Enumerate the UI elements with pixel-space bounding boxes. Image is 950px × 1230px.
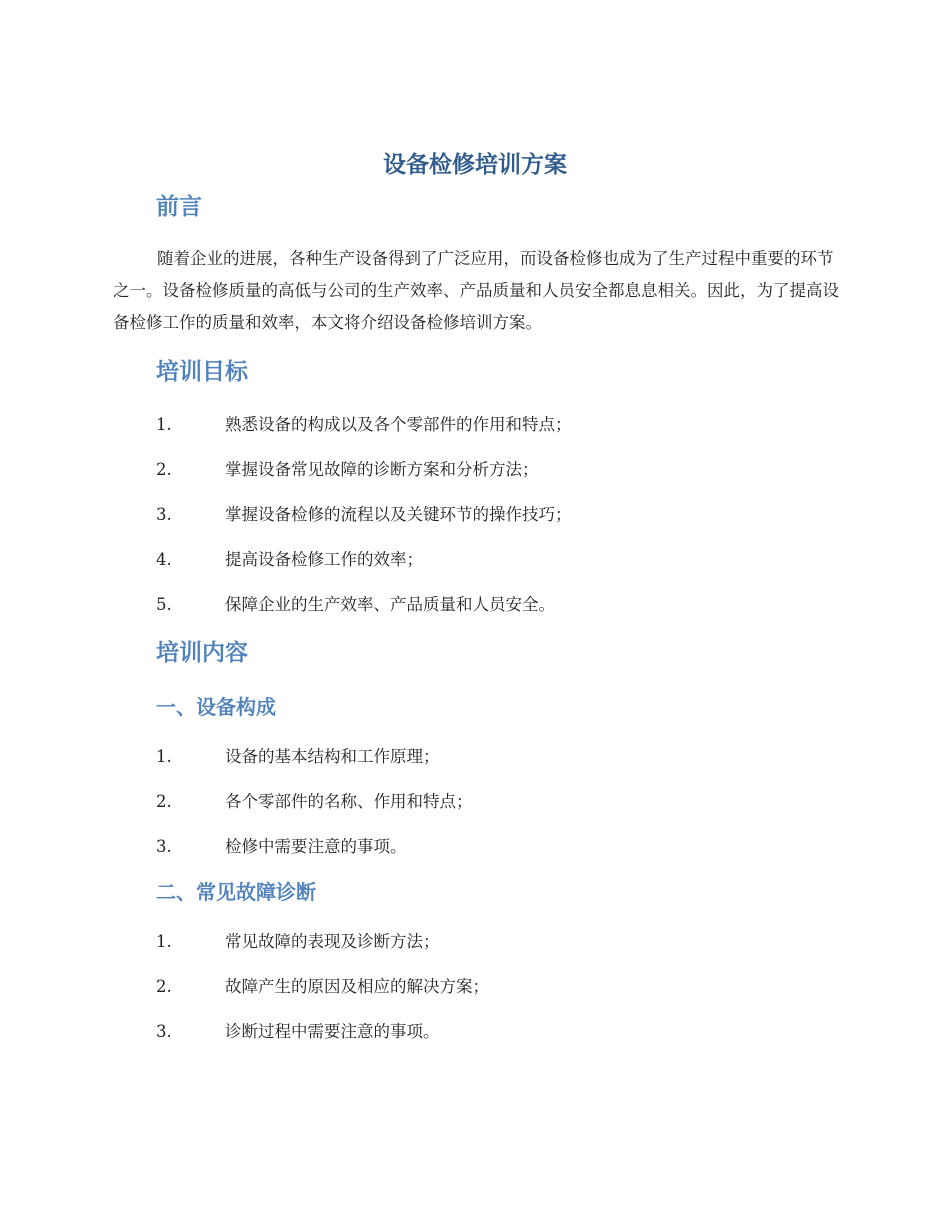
list-item-text: 诊断过程中需要注意的事项。 (225, 1022, 440, 1041)
list-item-text: 故障产生的原因及相应的解决方案； (225, 977, 489, 996)
heading-equipment-composition: 一、设备构成 (156, 695, 276, 719)
list-item-text: 各个零部件的名称、作用和特点； (225, 792, 473, 811)
document-title: 设备检修培训方案 (383, 152, 567, 178)
list-item-number: 2. (156, 792, 172, 811)
list-item-text: 保障企业的生产效率、产品质量和人员安全。 (225, 595, 555, 614)
list-item-number: 1. (156, 415, 172, 434)
heading-fault-diagnosis: 二、常见故障诊断 (156, 880, 316, 904)
heading-training-goals: 培训目标 (156, 359, 248, 385)
list-item-number: 2. (156, 977, 172, 996)
list-item-text: 掌握设备检修的流程以及关键环节的操作技巧； (225, 505, 572, 524)
list-item-text: 掌握设备常见故障的诊断方案和分析方法； (225, 460, 539, 479)
list-item-number: 3. (156, 1022, 172, 1041)
list-item-text: 常见故障的表现及诊断方法； (225, 932, 440, 951)
list-item-text: 检修中需要注意的事项。 (225, 837, 407, 856)
list-item-number: 4. (156, 550, 172, 569)
list-item-text: 熟悉设备的构成以及各个零部件的作用和特点； (225, 415, 572, 434)
list-item-number: 3. (156, 837, 172, 856)
list-item-text: 设备的基本结构和工作原理； (225, 747, 440, 766)
heading-training-content: 培训内容 (156, 640, 248, 666)
list-item-number: 1. (156, 747, 172, 766)
preface-paragraph: 随着企业的进展，各种生产设备得到了广泛应用，而设备检修也成为了生产过程中重要的环节之一。设备检修质量的高低与公司的生产效率、产品质量和人员安全都息息相关。因此，为了提高设备检修工作的质量和效率，本文将介绍设备检修培训方案。 (113, 249, 839, 332)
heading-preface: 前言 (156, 194, 202, 220)
list-item-number: 1. (156, 932, 172, 951)
list-item-text: 提高设备检修工作的效率； (225, 550, 423, 569)
list-item-number: 2. (156, 460, 172, 479)
list-item-number: 5. (156, 595, 172, 614)
list-item-number: 3. (156, 505, 172, 524)
